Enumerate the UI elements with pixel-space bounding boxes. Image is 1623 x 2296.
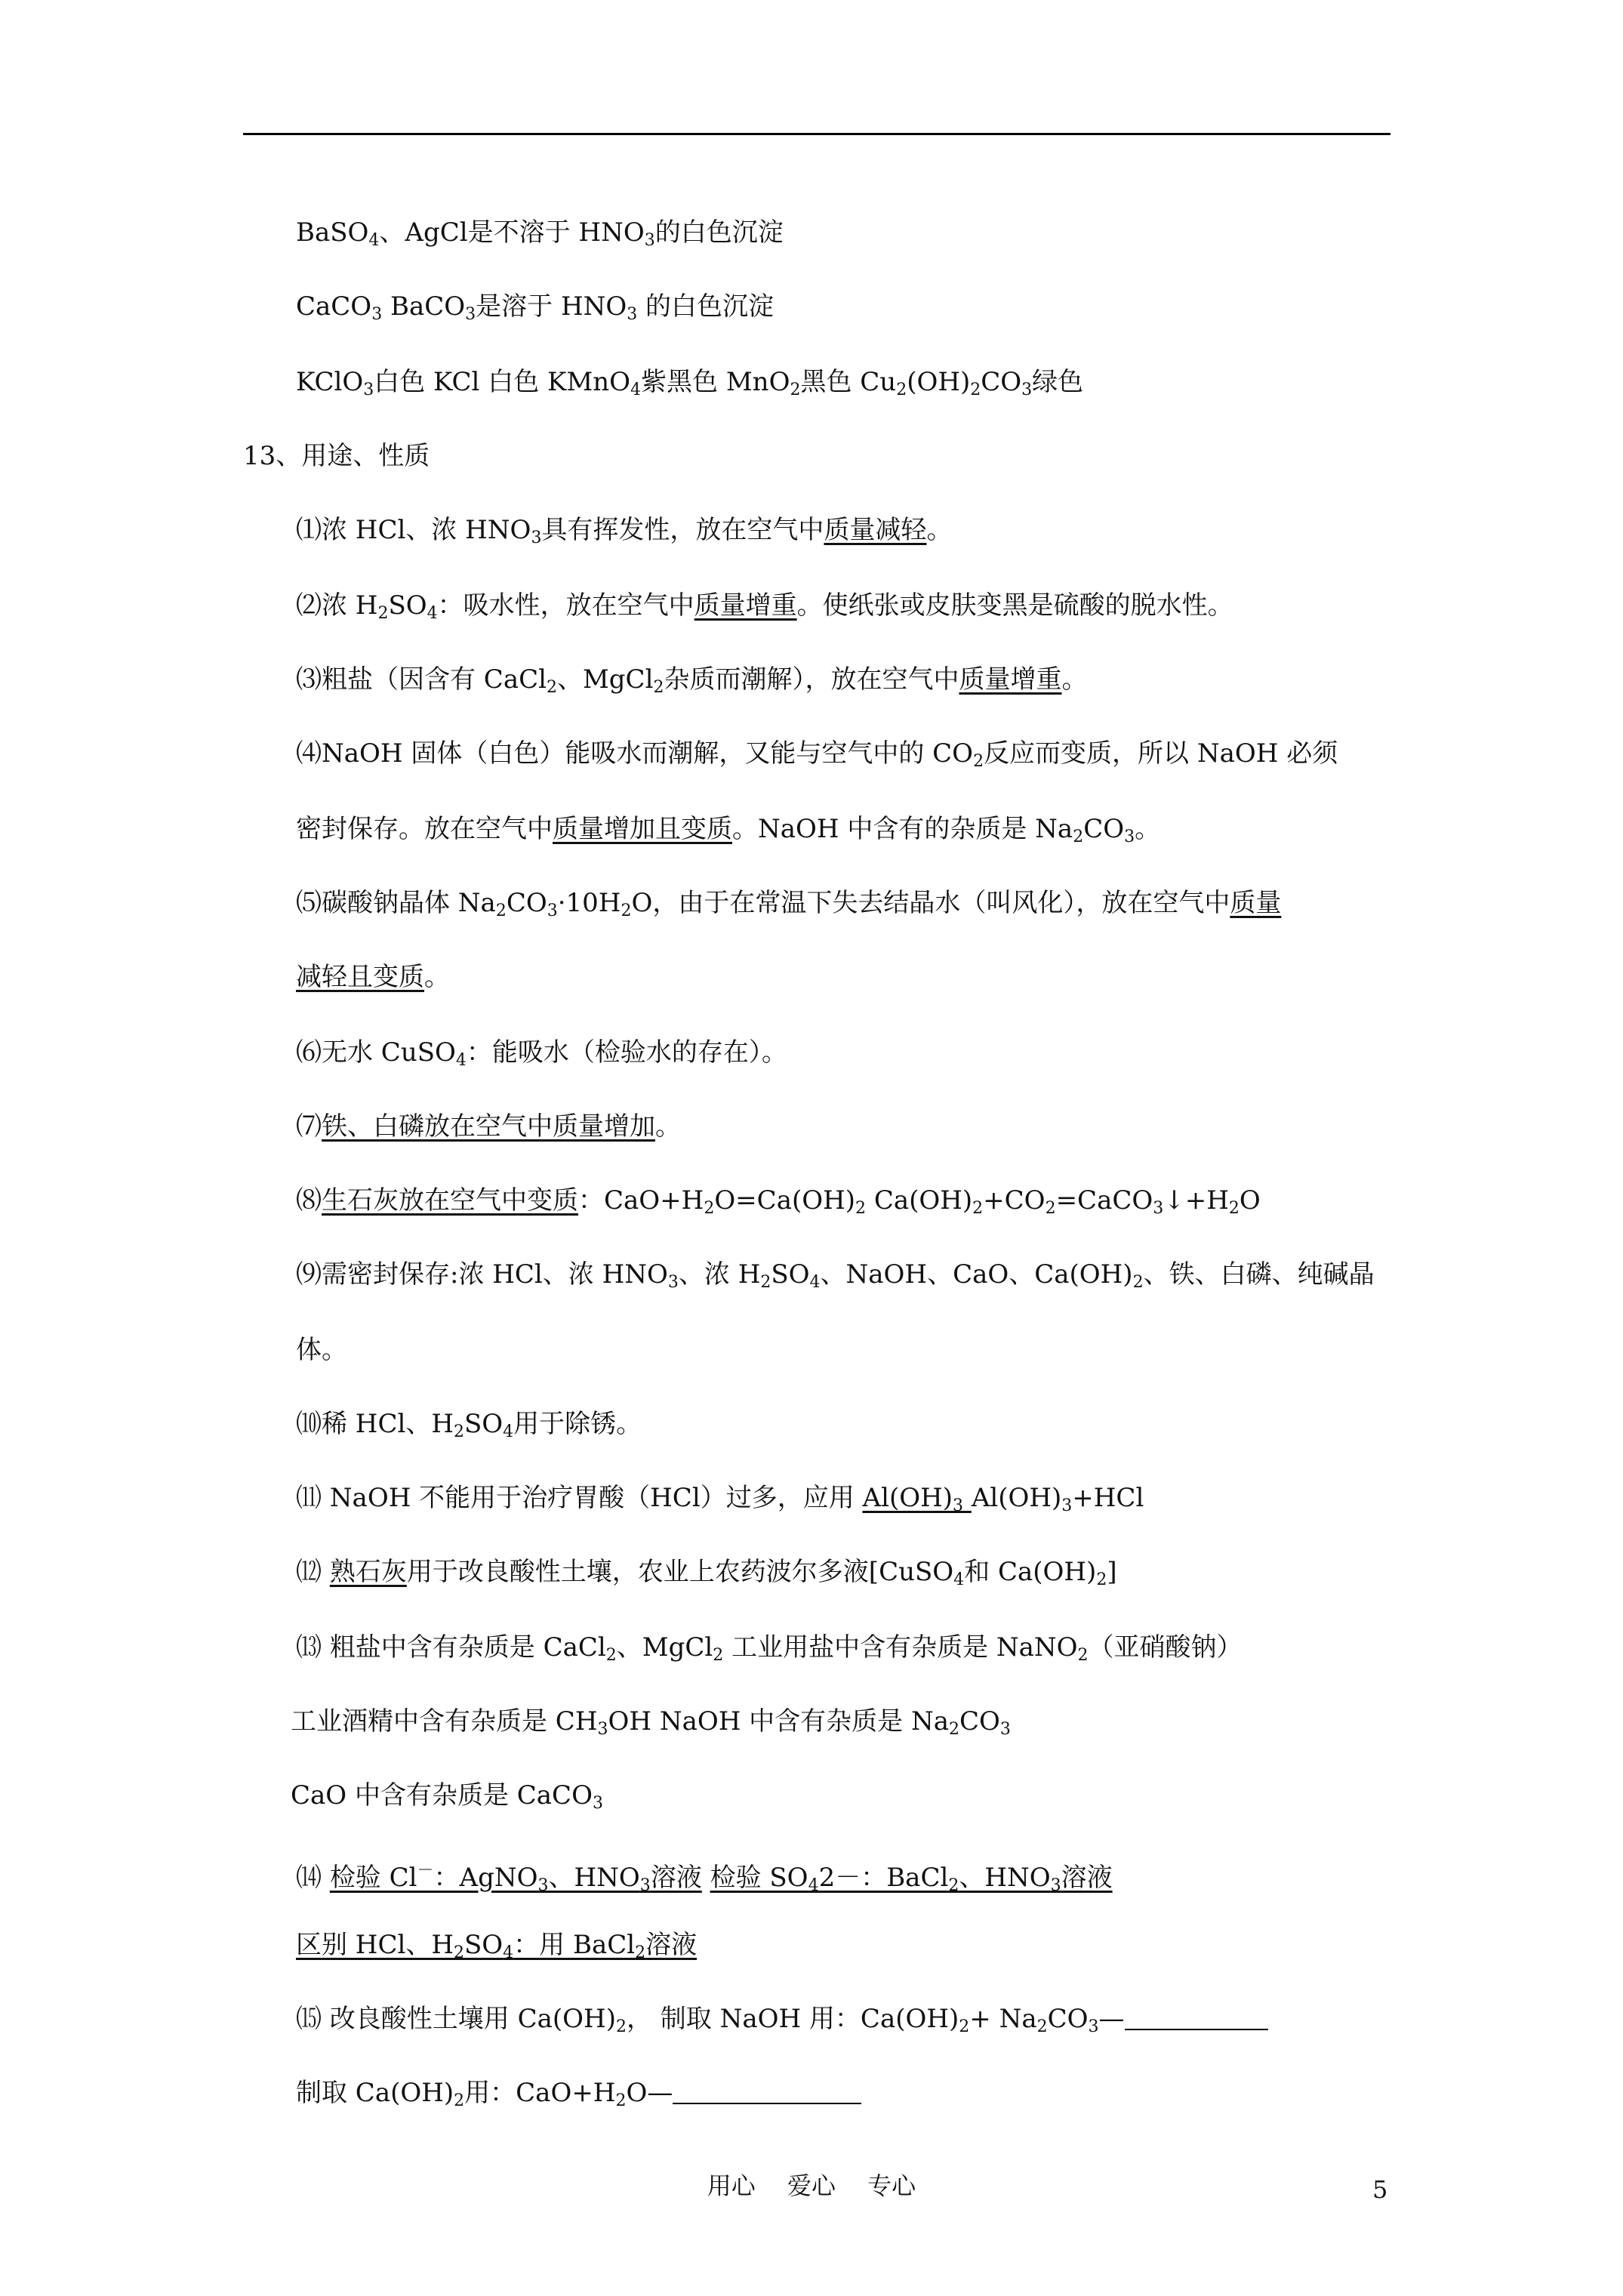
answer-blank[interactable]	[1125, 2003, 1268, 2030]
text-line-l16: 体。	[296, 1335, 347, 1365]
text-line-l10: ⑸碳酸钠晶体 $Na_2CO_3\cdot 10H_2O$，由于在常温下失去结晶水（叫风化），放在空气中质量	[296, 888, 1282, 920]
text-line-l02: CaCO$_3$ BaCO$_3$是溶于 $HNO_3$ 的白色沉淀	[296, 291, 775, 324]
footer-text-2: 爱心	[787, 2171, 836, 2200]
text-line-l25: ⒂ 改良酸性土壤用 $Ca(OH)_2$， 制取 NaOH 用：$Ca(OH)_2+$ $Na_2CO_3—$	[296, 2002, 1268, 2044]
text-line-l20: ⒀ 粗盐中含有杂质是 CaCl$_2$、MgCl$_2$ 工业用盐中含有杂质是 NaNO$_2$（亚硝酸钠）	[296, 1632, 1243, 1665]
text-line-l22: CaO 中含有杂质是 CaCO$_3$	[291, 1780, 603, 1813]
text-line-l15: ⑼需密封保存:浓 HCl、浓 $HNO_3$、浓 $H_2SO_4$、NaOH、CaO、$Ca(OH)_2$、铁、白磷、纯碱晶	[296, 1259, 1375, 1292]
text-line-l24: 区别 HCl、$H_2SO_4$：用 BaCl$_2$溶液	[296, 1930, 698, 1962]
text-line-l21: 工业酒精中含有杂质是 $CH_3OH$ NaOH 中含有杂质是 $Na_2CO_3$	[291, 1706, 1011, 1739]
text-line-l23: ⒁ 检验 Cl－：AgNO$_3$、$HNO_3$溶液 检验 $SO_42-$：BaCl$_2$、$HNO_3$溶液	[296, 1861, 1113, 1895]
text-line-l08: ⑷NaOH 固体（白色）能吸水而潮解，又能与空气中的 $CO_2$反应而变质，所以 NaOH 必须	[296, 738, 1338, 771]
text-line-l06: ⑵浓 $H_2SO_4$：吸水性，放在空气中质量增重。使纸张或皮肤变黑是硫酸的脱水性。	[296, 590, 1233, 623]
text-line-l05: ⑴浓 HCl、浓 $HNO_3$具有挥发性，放在空气中质量减轻。	[296, 515, 953, 547]
text-line-l03: KClO$_3$白色 KCl 白色 KMnO$_4$紫黑色 MnO$_2$黑色 $Cu_2(OH)_2CO_3$绿色	[296, 367, 1084, 399]
answer-blank[interactable]	[673, 2077, 861, 2104]
footer-text-1: 用心	[707, 2171, 756, 2200]
text-line-l14: ⑻生石灰放在空气中变质：$CaO+H_2O=Ca(OH)_2$ $Ca(OH)_2+CO_2=CaCO_3↓+H_2O$	[296, 1185, 1261, 1218]
text-line-l07: ⑶粗盐（因含有 CaCl$_2$、MgCl$_2$杂质而潮解），放在空气中质量增重。	[296, 664, 1088, 697]
text-line-l12: ⑹无水 CuSO$_4$：能吸水（检验水的存在）。	[296, 1037, 787, 1070]
header-rule	[243, 133, 1390, 135]
text-line-l18: ⑾ NaOH 不能用于治疗胃酸（HCl）过多，应用 $Al(OH)_3$ $Al(OH)_3+HCl$	[296, 1483, 1144, 1515]
text-line-l17: ⑽稀 HCl、$H_2SO_4$用于除锈。	[296, 1409, 642, 1441]
text-line-l11: 减轻且变质。	[296, 962, 450, 992]
text-line-l09: 密封保存。放在空气中质量增加且变质。NaOH 中含有的杂质是 $Na_2CO_3$。	[296, 814, 1161, 846]
footer-text-3: 专心	[867, 2171, 916, 2200]
text-line-l19: ⑿ 熟石灰用于改良酸性土壤，农业上农药波尔多液[CuSO$_4$和 $Ca(OH)_2$]	[296, 1557, 1117, 1589]
page-number: 5	[1372, 2175, 1388, 2204]
text-line-l13: ⑺铁、白磷放在空气中质量增加。	[296, 1111, 681, 1142]
text-line-l04: 13、用途、性质	[243, 441, 430, 471]
text-line-l26: 制取 $Ca(OH)_2$用：$CaO+H_2O—$	[296, 2076, 861, 2118]
text-line-l01: BaSO$_4$、AgCl是不溶于 $HNO_3$的白色沉淀	[296, 217, 784, 250]
